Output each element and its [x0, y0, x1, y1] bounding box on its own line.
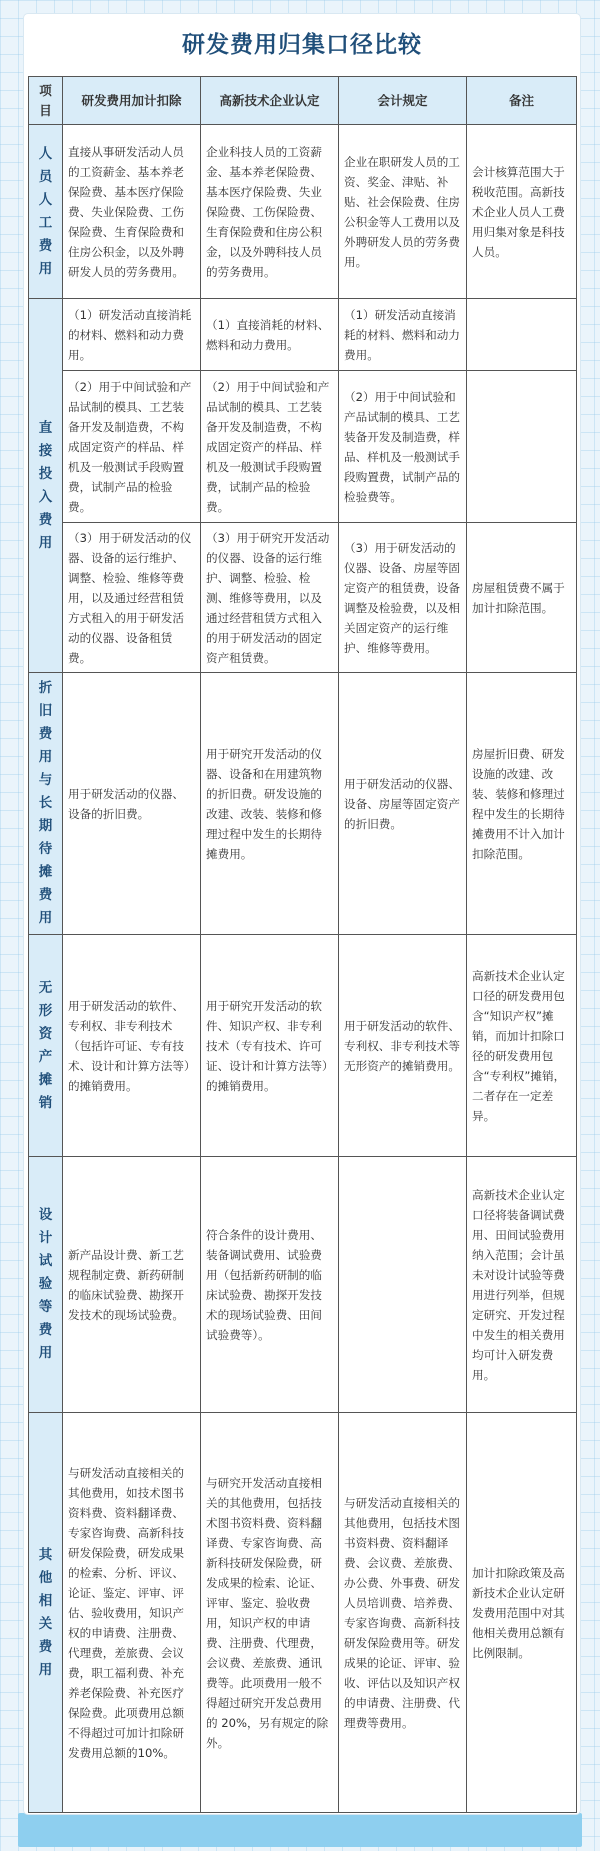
category-personnel: 人员人工费用: [29, 125, 63, 299]
cell-deduction: 用于研发活动的软件、专利权、非专利技术（包括许可证、专有技术、设计和计算方法等）的摊销费用。: [63, 935, 201, 1157]
cell-hitech: （3）用于研究开发活动的仪器、设备的运行维护、调整、检验、检测、维修等费用，以及通过经营租赁方式租入的用于研发活动的固定资产租赁费。: [201, 523, 339, 673]
cell-hitech: 用于研究开发活动的仪器、设备和在用建筑物的折旧费。研发设施的改建、改装、装修和修理过程中发生的长期待摊费用。: [201, 673, 339, 935]
cell-note: [467, 299, 577, 371]
cell-hitech: （1）直接消耗的材料、燃料和动力费用。: [201, 299, 339, 371]
cell-note: 高新技术企业认定口径将装备调试费用、田间试验费用纳入范围；会计虽未对设计试验等费用进行列举，但规定研究、开发过程中发生的相关费用均可计入研发费用。: [467, 1157, 577, 1413]
header-note: 备注: [467, 77, 577, 125]
cell-note: [467, 371, 577, 523]
cell-note: 会计核算范围大于税收范围。高新技术企业人员人工费用归集对象是科技人员。: [467, 125, 577, 299]
header-deduction: 研发费用加计扣除: [63, 77, 201, 125]
cell-deduction: 新产品设计费、新工艺规程制定费、新药研制的临床试验费、勘探开发技术的现场试验费。: [63, 1157, 201, 1413]
table-row: [29, 523, 577, 673]
bottom-accent-bar: [18, 1813, 582, 1847]
cell-accounting: 用于研发活动的仪器、设备、房屋等固定资产的折旧费。: [339, 673, 467, 935]
category-intangible: 无形资产摊销: [29, 935, 63, 1157]
cell-accounting: 与研发活动直接相关的其他费用，包括技术图书资料费、资料翻译费、会议费、差旅费、办公费、外事费、研发人员培训费、培养费、专家咨询费、高新科技研发保险费用等。研发成果的论证、评审、验收、评估以及知识产权的申请费、注册费、代理费等费用。: [339, 1413, 467, 1813]
cell-accounting: （2）用于中间试验和产品试制的模具、工艺装备开发及制造费，样品、样机及一般测试手段购置费，试制产品的检验费等。: [339, 371, 467, 523]
cell-hitech: 用于研究开发活动的软件、知识产权、非专利技术（专有技术、许可证、设计和计算方法等）的摊销费用。: [201, 935, 339, 1157]
cell-note: 房屋租赁费不属于加计扣除范围。: [467, 523, 577, 673]
header-item: 项目: [29, 77, 63, 125]
category-depreciation: 折旧费用与长期待摊费用: [29, 673, 63, 935]
table-row: [29, 935, 577, 1157]
comparison-card: [24, 14, 580, 1814]
table-row: [29, 125, 577, 299]
header-accounting: 会计规定: [339, 77, 467, 125]
cell-accounting: （3）用于研发活动的仪器、设备、房屋等固定资产的租赁费，设备调整及检验费，以及相关固定资产的运行维护、维修等费用。: [339, 523, 467, 673]
cell-deduction: 用于研发活动的仪器、设备的折旧费。: [63, 673, 201, 935]
category-other: 其他相关费用: [29, 1413, 63, 1813]
cell-accounting: 企业在职研发人员的工资、奖金、津贴、补贴、社会保险费、住房公积金等人工费用以及外聘研发人员的劳务费用。: [339, 125, 467, 299]
cell-deduction: 与研发活动直接相关的其他费用，如技术图书资料费、资料翻译费、专家咨询费、高新科技研发保险费，研发成果的检索、分析、评议、论证、鉴定、评审、评估、验收费用，知识产权的申请费、注册费、代理费，差旅费、会议费，职工福利费、补充养老保险费、补充医疗保险费。此项费用总额不得超过可加计扣除研发费用总额的10%。: [63, 1413, 201, 1813]
table-row: [29, 299, 577, 371]
cell-hitech: （2）用于中间试验和产品试制的模具、工艺装备开发及制造费，不构成固定资产的样品、样机及一般测试手段购置费，试制产品的检验费。: [201, 371, 339, 523]
comparison-table: [28, 76, 577, 1813]
cell-deduction: 直接从事研发活动人员的工资薪金、基本养老保险费、基本医疗保险费、失业保险费、工伤保险费、生育保险费和住房公积金，以及外聘研发人员的劳务费用。: [63, 125, 201, 299]
cell-note: 加计扣除政策及高新技术企业认定研发费用范围中对其他相关费用总额有比例限制。: [467, 1413, 577, 1813]
cell-deduction: （2）用于中间试验和产品试制的模具、工艺装备开发及制造费，不构成固定资产的样品、样机及一般测试手段购置费，试制产品的检验费。: [63, 371, 201, 523]
category-direct: 直接投入费用: [29, 299, 63, 673]
category-design: 设计试验等费用: [29, 1157, 63, 1413]
table-row: [29, 673, 577, 935]
page-title: 研发费用归集口径比较: [182, 32, 422, 58]
header-hitech: 高新技术企业认定: [201, 77, 339, 125]
cell-note: 房屋折旧费、研发设施的改建、改装、装修和修理过程中发生的长期待摊费用不计入加计扣除范围。: [467, 673, 577, 935]
cell-hitech: 与研究开发活动直接相关的其他费用，包括技术图书资料费、资料翻译费、专家咨询费、高新科技研发保险费，研发成果的检索、论证、评审、鉴定、验收费用，知识产权的申请费、注册费、代理费，会议费、差旅费、通讯费等。此项费用一般不得超过研究开发总费用的 20%，另有规定的除外。: [201, 1413, 339, 1813]
cell-note: 高新技术企业认定口径的研发费用包含“知识产权”摊销，而加计扣除口径的研发费用包含“专利权”摊销，二者存在一定差异。: [467, 935, 577, 1157]
cell-deduction: （1）研发活动直接消耗的材料、燃料和动力费用。: [63, 299, 201, 371]
cell-deduction: （3）用于研发活动的仪器、设备的运行维护、调整、检验、维修等费用，以及通过经营租赁方式租入的用于研发活动的仪器、设备租赁费。: [63, 523, 201, 673]
cell-hitech: 符合条件的设计费用、装备调试费用、试验费用（包括新药研制的临床试验费、勘探开发技术的现场试验费、田间试验费等）。: [201, 1157, 339, 1413]
cell-hitech: 企业科技人员的工资薪金、基本养老保险费、基本医疗保险费、失业保险费、工伤保险费、生育保险费和住房公积金，以及外聘科技人员的劳务费用。: [201, 125, 339, 299]
cell-accounting: 用于研发活动的软件、专利权、非专利技术等无形资产的摊销费用。: [339, 935, 467, 1157]
cell-accounting: （1）研发活动直接消耗的材料、燃料和动力费用。: [339, 299, 467, 371]
table-row: [29, 1157, 577, 1413]
cell-accounting: [339, 1157, 467, 1413]
table-row: [29, 1413, 577, 1813]
table-header-row: [29, 77, 577, 125]
table-row: [29, 371, 577, 523]
